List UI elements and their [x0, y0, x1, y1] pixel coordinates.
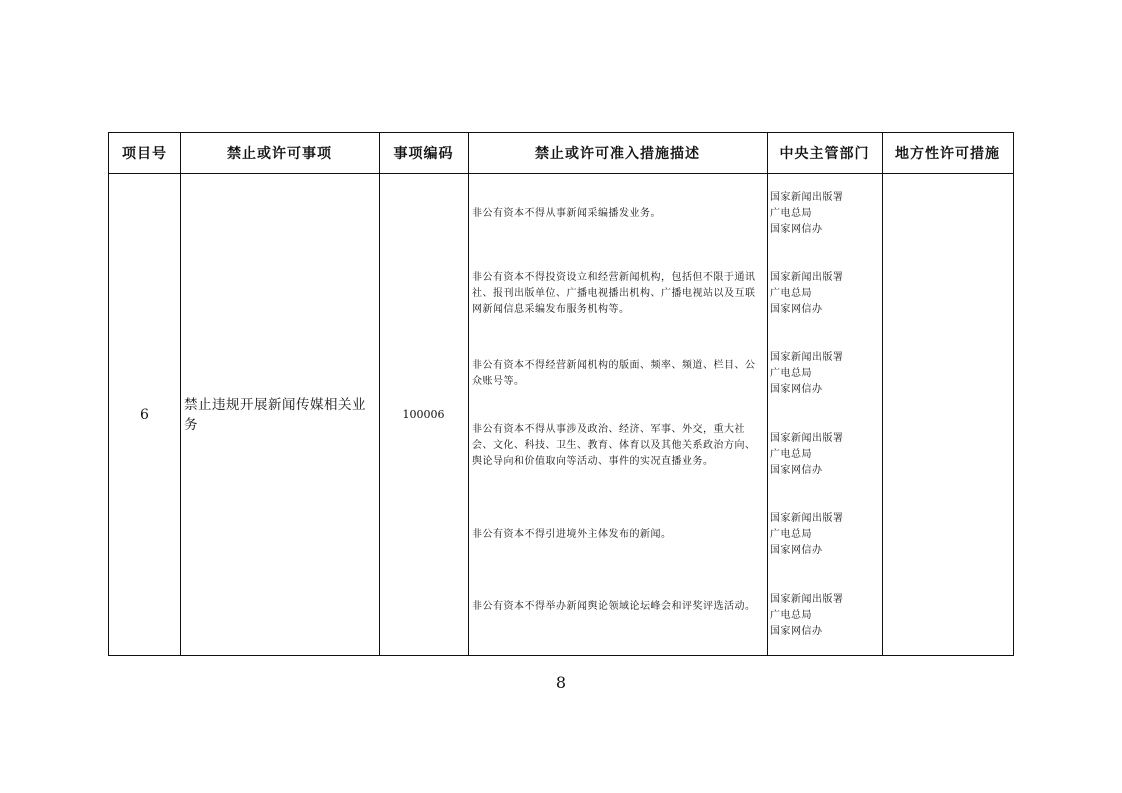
department-name: 国家新闻出版署	[770, 192, 844, 203]
central-department-list-5	[770, 511, 880, 559]
central-department-list-2	[770, 270, 880, 318]
measure-description-2: 非公有资本不得投资设立和经营新闻机构，包括但不限于通讯社、报刊出版单位、广播电视播出机构、广播电视站以及互联网新闻信息采编发布服务机构等。	[472, 272, 756, 315]
page-number: 8	[555, 673, 567, 692]
table-header-row	[109, 133, 1013, 174]
cell-item-no: 6	[140, 406, 149, 423]
department-name: 广电总局	[770, 449, 812, 460]
department-name: 国家网信办	[770, 384, 823, 395]
department-name: 国家新闻出版署	[770, 352, 844, 363]
header-measure-description: 禁止或许可准入措施描述	[535, 146, 700, 162]
cell-item-name: 禁止违规开展新闻传媒相关业务	[184, 396, 366, 433]
column-divider	[767, 133, 768, 655]
cell-item-code: 100006	[402, 408, 445, 421]
header-local-measure: 地方性许可措施	[895, 146, 1000, 162]
department-name: 国家网信办	[770, 465, 823, 476]
department-name: 国家新闻出版署	[770, 433, 844, 444]
department-name: 广电总局	[770, 610, 812, 621]
department-name: 广电总局	[770, 368, 812, 379]
header-central-department: 中央主管部门	[779, 146, 870, 162]
central-department-list-6	[770, 592, 880, 640]
central-department-list-1	[770, 190, 880, 238]
measure-description-3: 非公有资本不得经营新闻机构的版面、频率、频道、栏目、公众账号等。	[472, 360, 756, 387]
department-name: 国家新闻出版署	[770, 594, 844, 605]
measure-description-4: 非公有资本不得从事涉及政治、经济、军事、外交，重大社会、文化、科技、卫生、教育、体育以及其他关系政治方向、舆论导向和价值取向等活动、事件的实况直播业务。	[472, 424, 756, 467]
header-item-no: 项目号	[122, 146, 167, 162]
department-name: 广电总局	[770, 208, 812, 219]
department-name: 国家新闻出版署	[770, 272, 844, 283]
header-item-name: 禁止或许可事项	[227, 146, 332, 162]
department-name: 国家网信办	[770, 626, 823, 637]
department-name: 国家网信办	[770, 304, 823, 315]
regulation-table	[108, 132, 1014, 656]
column-divider	[468, 133, 469, 655]
department-name: 国家新闻出版署	[770, 513, 844, 524]
central-department-list-4	[770, 431, 880, 479]
measure-description-1: 非公有资本不得从事新闻采编播发业务。	[472, 208, 661, 219]
measure-description-5: 非公有资本不得引进境外主体发布的新闻。	[472, 529, 672, 540]
header-item-code: 事项编码	[393, 146, 454, 162]
department-name: 国家网信办	[770, 545, 823, 556]
department-name: 国家网信办	[770, 224, 823, 235]
cell-local-measure	[882, 174, 1013, 655]
central-department-list-3	[770, 350, 880, 398]
department-name: 广电总局	[770, 529, 812, 540]
department-name: 广电总局	[770, 288, 812, 299]
measure-description-6: 非公有资本不得举办新闻舆论领域论坛峰会和评奖评选活动。	[472, 601, 756, 612]
